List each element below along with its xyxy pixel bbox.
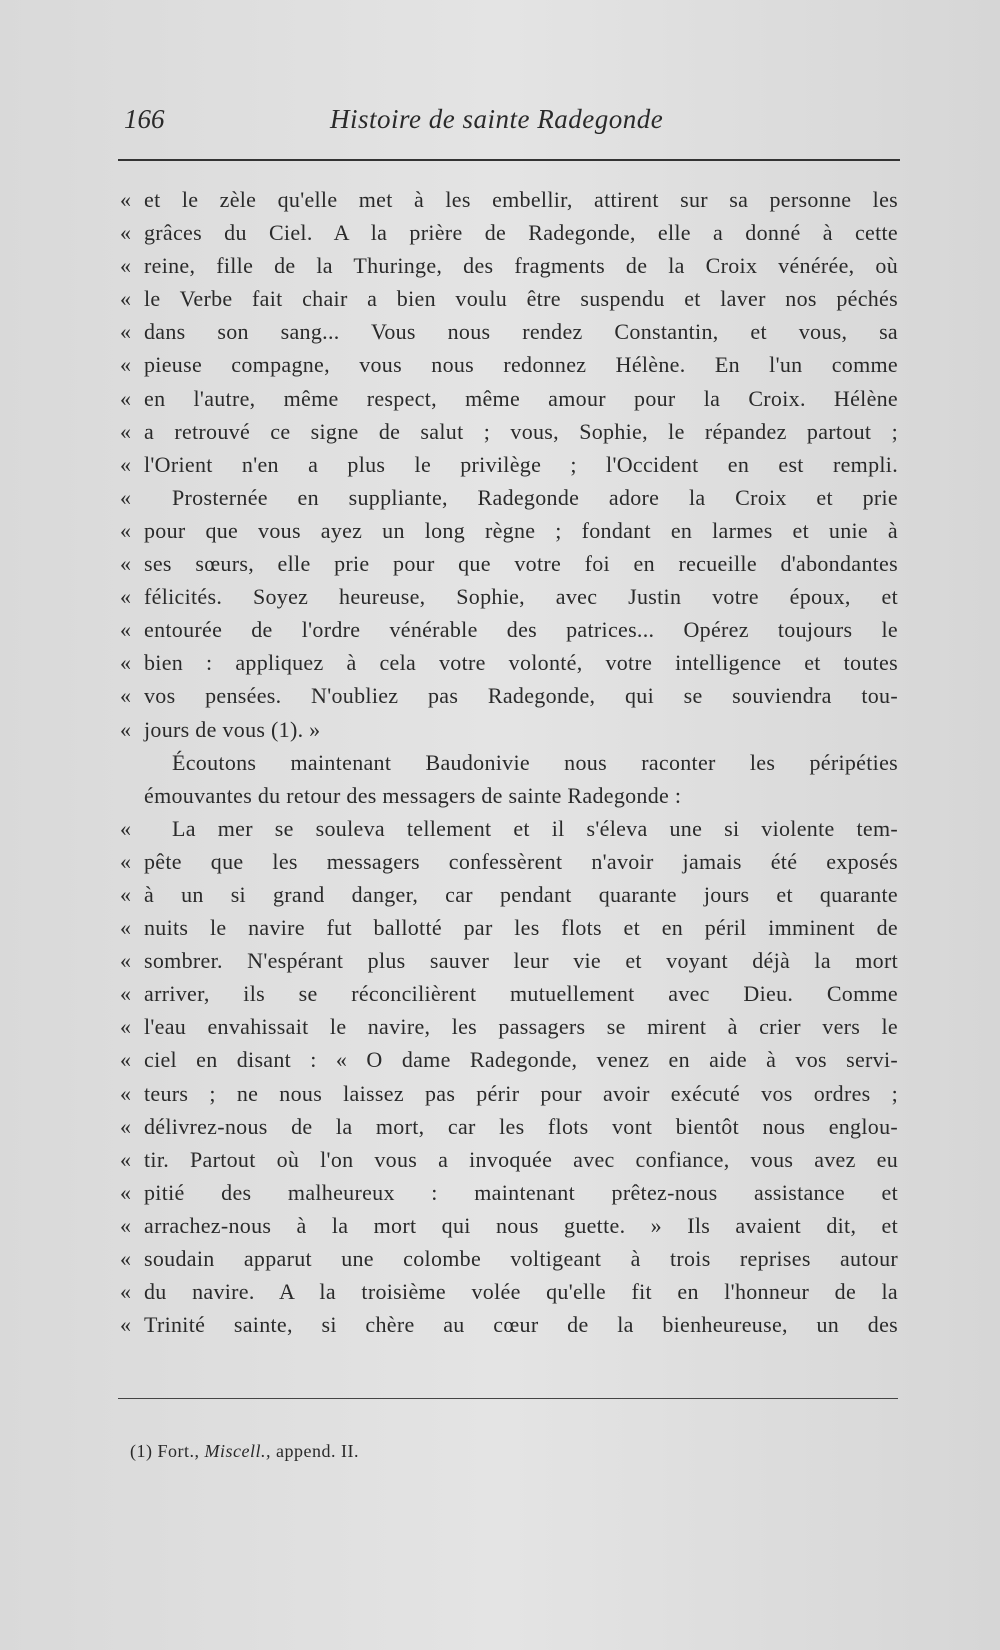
text-line: [120, 348, 898, 381]
line-text: dans son sang... Vous nous rendez Constantin, et vous, sa: [144, 319, 898, 345]
quote-mark: «: [120, 551, 132, 577]
text-line: [120, 1077, 898, 1110]
quote-mark: «: [120, 1179, 132, 1205]
text-line: [120, 679, 898, 712]
quote-mark: «: [120, 1146, 132, 1172]
text-line: [120, 249, 898, 282]
text-line: [120, 1110, 898, 1143]
text-line: [120, 1143, 898, 1176]
text-line: [120, 315, 898, 348]
quote-mark: «: [120, 650, 132, 676]
quote-mark: «: [120, 683, 132, 709]
text-line: [120, 944, 898, 977]
text-line: [120, 613, 898, 646]
text-line: [120, 1043, 898, 1076]
quote-mark: [120, 746, 144, 779]
footnote-author: Fort.,: [157, 1441, 200, 1461]
line-text: Trinité sainte, si chère au cœur de la bienheureuse, un des: [144, 1312, 898, 1338]
line-text: arriver, ils se réconcilièrent mutuellement avec Dieu. Comme: [144, 981, 898, 1007]
text-line: [120, 183, 898, 216]
quote-mark: «: [120, 617, 132, 643]
line-text: et le zèle qu'elle met à les embellir, attirent sur sa personne les: [144, 187, 898, 212]
text-line: [120, 646, 898, 679]
quote-mark: «: [120, 716, 132, 742]
line-text: arrachez-nous à la mort qui nous guette. » Ils avaient dit, et: [144, 1212, 898, 1238]
text-line: [120, 812, 898, 845]
quote-mark: «: [120, 484, 132, 510]
quote-mark: «: [120, 1113, 132, 1139]
footnote: [130, 1441, 359, 1462]
line-text: tir. Partout où l'on vous a invoquée avec confiance, vous avez eu: [144, 1146, 898, 1172]
quote-mark: «: [120, 1014, 132, 1040]
line-text: pour que vous ayez un long règne ; fondant en larmes et unie à: [144, 517, 898, 543]
line-text: délivrez-nous de la mort, car les flots vont bientôt nous englou-: [144, 1113, 898, 1139]
text-line: [120, 1308, 898, 1341]
quote-mark: «: [120, 881, 132, 907]
quote-mark: «: [120, 1047, 132, 1073]
text-line: [120, 779, 898, 812]
line-text: entourée de l'ordre vénérable des patrices... Opérez toujours le: [144, 617, 898, 643]
text-line: [120, 845, 898, 878]
quote-mark: «: [120, 915, 132, 941]
line-text: l'Orient n'en a plus le privilège ; l'Occident en est rempli.: [144, 451, 898, 477]
line-text: soudain apparut une colombe voltigeant à trois reprises autour: [144, 1246, 898, 1271]
quote-mark: «: [120, 1246, 132, 1271]
line-text: félicités. Soyez heureuse, Sophie, avec Justin votre époux, et: [144, 584, 898, 610]
line-text: ciel en disant : « O dame Radegonde, venez en aide à vos servi-: [144, 1047, 898, 1073]
line-text: émouvantes du retour des messagers de sainte Radegonde :: [144, 782, 682, 808]
line-text: reine, fille de la Thuringe, des fragments de la Croix vénérée, où: [144, 253, 898, 279]
quote-mark: «: [120, 319, 132, 345]
quote-mark: «: [120, 948, 132, 974]
line-text: Écoutons maintenant Baudonivie nous raconter les péripéties: [172, 749, 898, 775]
body-text: [120, 183, 898, 1341]
quote-mark: «: [120, 385, 132, 411]
line-text: le Verbe fait chair a bien voulu être suspendu et laver nos péchés: [144, 286, 898, 312]
text-line: [120, 878, 898, 911]
text-line: [120, 1010, 898, 1043]
quote-mark: «: [120, 1080, 132, 1106]
line-text: sombrer. N'espérant plus sauver leur vie et voyant déjà la mort: [144, 948, 898, 974]
quote-mark: «: [120, 220, 132, 246]
quote-mark: «: [120, 286, 132, 312]
text-line: [120, 977, 898, 1010]
text-line: [120, 448, 898, 481]
page-header: [120, 104, 900, 144]
quote-mark: «: [120, 352, 132, 378]
line-text: La mer se souleva tellement et il s'éleva une si violente tem-: [172, 815, 898, 841]
line-text: teurs ; ne nous laissez pas périr pour avoir exécuté vos ordres ;: [144, 1080, 898, 1106]
text-line: [120, 1209, 898, 1242]
line-text: en l'autre, même respect, même amour pour la Croix. Hélène: [144, 385, 898, 411]
text-line: [120, 282, 898, 315]
line-text: du navire. A la troisième volée qu'elle fit en l'honneur de la: [144, 1279, 898, 1305]
text-line: [120, 911, 898, 944]
quote-mark: «: [120, 981, 132, 1007]
text-line: [120, 746, 898, 779]
quote-mark: «: [120, 418, 132, 444]
footnote-ref: append. II.: [276, 1441, 359, 1461]
quote-mark: «: [120, 187, 132, 212]
quote-mark: «: [120, 815, 132, 841]
quote-mark: «: [120, 517, 132, 543]
line-text: à un si grand danger, car pendant quarante jours et quarante: [144, 881, 898, 907]
text-line: [120, 1176, 898, 1209]
text-line: [120, 713, 898, 746]
line-text: Prosternée en suppliante, Radegonde adore la Croix et prie: [172, 484, 898, 510]
header-rule: [118, 159, 900, 161]
footnote-rule: [118, 1398, 898, 1399]
quote-mark: «: [120, 253, 132, 279]
running-title: Histoire de sainte Radegonde: [330, 104, 664, 134]
quote-mark: [120, 779, 144, 812]
line-text: bien : appliquez à cela votre volonté, votre intelligence et toutes: [144, 650, 898, 676]
text-line: [120, 547, 898, 580]
line-text: l'eau envahissait le navire, les passagers se mirent à crier vers le: [144, 1014, 898, 1040]
line-text: ses sœurs, elle prie pour que votre foi en recueille d'abondantes: [144, 551, 898, 577]
footnote-marker: (1): [130, 1441, 153, 1461]
quote-mark: «: [120, 1212, 132, 1238]
line-text: pieuse compagne, vous nous redonnez Hélène. En l'un comme: [144, 352, 898, 378]
text-line: [120, 1242, 898, 1275]
text-line: [120, 514, 898, 547]
page-number: 166: [124, 104, 165, 134]
text-line: [120, 415, 898, 448]
quote-mark: «: [120, 1279, 132, 1305]
quote-mark: «: [120, 848, 132, 874]
text-line: [120, 382, 898, 415]
text-line: [120, 1275, 898, 1308]
line-text: vos pensées. N'oubliez pas Radegonde, qui se souviendra tou-: [144, 683, 898, 709]
text-line: [120, 580, 898, 613]
line-text: jours de vous (1). »: [144, 716, 321, 742]
quote-mark: «: [120, 584, 132, 610]
line-text: nuits le navire fut ballotté par les flots et en péril imminent de: [144, 915, 898, 941]
quote-mark: «: [120, 1312, 132, 1338]
quote-mark: «: [120, 451, 132, 477]
line-text: a retrouvé ce signe de salut ; vous, Sophie, le répandez partout ;: [144, 418, 898, 444]
text-line: [120, 216, 898, 249]
line-text: pête que les messagers confessèrent n'avoir jamais été exposés: [144, 848, 898, 874]
footnote-work: Miscell.,: [204, 1441, 271, 1461]
line-text: pitié des malheureux : maintenant prêtez-nous assistance et: [144, 1179, 898, 1205]
text-line: [120, 481, 898, 514]
line-text: grâces du Ciel. A la prière de Radegonde, elle a donné à cette: [144, 220, 898, 246]
